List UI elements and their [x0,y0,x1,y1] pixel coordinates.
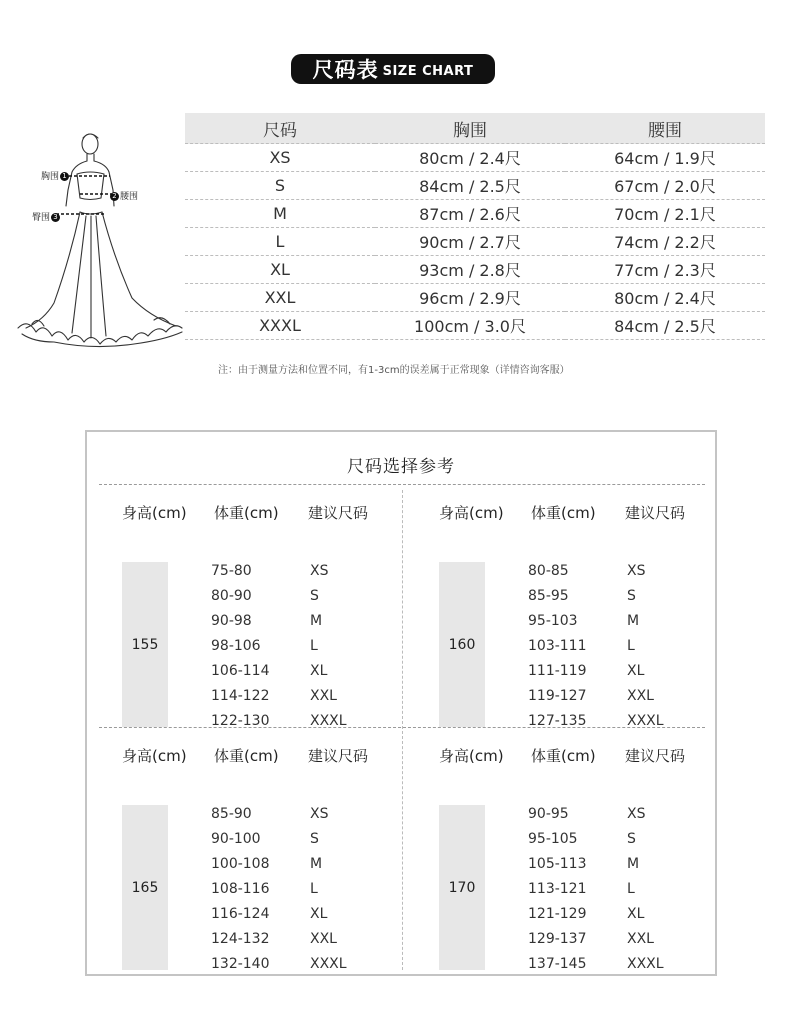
weight-range: 113-121 [528,881,587,897]
suggested-size: XXL [310,688,337,704]
weight-range: 100-108 [211,856,270,872]
weight-range: 114-122 [211,688,270,704]
size-chart-title [291,54,495,84]
weight-range: 108-116 [211,881,270,897]
weight-range: 127-135 [528,713,587,729]
recommendation-title: 尺码选择参考 [347,457,455,477]
height-value: 170 [439,805,485,970]
height-value: 160 [439,562,485,727]
suggested-size: M [310,613,323,629]
header-waist: 腰围 [565,113,765,144]
header-weight: 体重(cm) [531,747,596,765]
hip-label: 臀围 3 [32,210,61,223]
chest-number-badge: 1 [60,172,69,181]
weight-range: 90-95 [528,806,569,822]
suggested-size: XS [627,806,646,822]
suggested-size: M [627,613,640,629]
recommendation-block-160 [417,502,717,732]
header-height: 身高(cm) [122,747,187,765]
weight-range: 80-85 [528,563,569,579]
weight-range: 129-137 [528,931,587,947]
weight-range: 111-119 [528,663,587,679]
weight-range: 95-105 [528,831,578,847]
header-weight: 体重(cm) [214,747,279,765]
weight-range: 105-113 [528,856,587,872]
header-suggested-size: 建议尺码 [625,504,686,522]
waist-cell: 77cm / 2.3尺 [565,256,765,284]
height-value: 155 [122,562,168,727]
size-recommendation-box [85,430,717,976]
suggested-size: XS [310,563,329,579]
chest-label: 胸围 1 [41,169,70,182]
suggested-size: XXL [627,931,654,947]
suggested-size: S [627,831,636,847]
size-cell: M [185,200,375,228]
suggested-size: M [310,856,323,872]
chest-cell: 84cm / 2.5尺 [375,172,565,200]
waist-number-badge: 2 [110,192,119,201]
header-weight: 体重(cm) [531,504,596,522]
size-cell: XXL [185,284,375,312]
weight-range: 90-98 [211,613,252,629]
suggested-size: XL [310,906,328,922]
suggested-size: S [310,588,319,604]
suggested-size: XS [627,563,646,579]
weight-range: 116-124 [211,906,270,922]
suggested-size: L [310,638,318,654]
weight-range: 80-90 [211,588,252,604]
weight-range: 106-114 [211,663,270,679]
weight-range: 85-90 [211,806,252,822]
waist-cell: 64cm / 1.9尺 [565,144,765,172]
table-row [185,144,765,172]
header-suggested-size: 建议尺码 [308,747,369,765]
weight-range: 103-111 [528,638,587,654]
size-cell: XS [185,144,375,172]
waist-label: 2 腰围 [109,189,138,202]
weight-range: 132-140 [211,956,270,972]
suggested-size: L [627,881,635,897]
suggested-size: L [310,881,318,897]
size-table-header [185,113,765,144]
suggested-size: S [310,831,319,847]
recommendation-block-155 [100,502,400,732]
header-height: 身高(cm) [122,504,187,522]
waist-cell: 84cm / 2.5尺 [565,312,765,340]
dress-figure-icon [14,128,186,353]
header-height: 身高(cm) [439,747,504,765]
header-suggested-size: 建议尺码 [625,747,686,765]
table-row [185,200,765,228]
table-row [185,256,765,284]
title-english: SIZE CHART [382,63,474,79]
suggested-size: XL [310,663,328,679]
recommendation-block-170 [417,745,717,975]
table-row [185,228,765,256]
suggested-size: XXXL [627,956,664,972]
chest-cell: 96cm / 2.9尺 [375,284,565,312]
suggested-size: XL [627,663,645,679]
title-chinese: 尺码表 [312,58,379,82]
waist-cell: 80cm / 2.4尺 [565,284,765,312]
suggested-size: S [627,588,636,604]
suggested-size: XXL [310,931,337,947]
weight-range: 98-106 [211,638,261,654]
weight-range: 95-103 [528,613,578,629]
size-cell: XXXL [185,312,375,340]
chest-cell: 80cm / 2.4尺 [375,144,565,172]
weight-range: 121-129 [528,906,587,922]
weight-range: 85-95 [528,588,569,604]
table-row [185,312,765,340]
suggested-size: XL [627,906,645,922]
waist-cell: 70cm / 2.1尺 [565,200,765,228]
divider-vertical [402,490,403,970]
suggested-size: XXXL [627,713,664,729]
table-row [185,172,765,200]
weight-range: 137-145 [528,956,587,972]
table-row [185,284,765,312]
chest-cell: 87cm / 2.6尺 [375,200,565,228]
size-cell: S [185,172,375,200]
weight-range: 119-127 [528,688,587,704]
waist-cell: 74cm / 2.2尺 [565,228,765,256]
height-value: 165 [122,805,168,970]
suggested-size: L [627,638,635,654]
header-suggested-size: 建议尺码 [308,504,369,522]
suggested-size: XXXL [310,956,347,972]
weight-range: 75-80 [211,563,252,579]
chest-cell: 90cm / 2.7尺 [375,228,565,256]
size-table [185,113,765,340]
suggested-size: M [627,856,640,872]
header-weight: 体重(cm) [214,504,279,522]
weight-range: 122-130 [211,713,270,729]
header-chest: 胸围 [375,113,565,144]
weight-range: 124-132 [211,931,270,947]
suggested-size: XXL [627,688,654,704]
suggested-size: XXXL [310,713,347,729]
dress-figure-illustration [14,128,186,353]
size-cell: XL [185,256,375,284]
waist-cell: 67cm / 2.0尺 [565,172,765,200]
suggested-size: XS [310,806,329,822]
divider-top [99,484,705,485]
recommendation-block-165 [100,745,400,975]
header-size: 尺码 [185,113,375,144]
chest-cell: 93cm / 2.8尺 [375,256,565,284]
size-cell: L [185,228,375,256]
header-height: 身高(cm) [439,504,504,522]
weight-range: 90-100 [211,831,261,847]
chest-cell: 100cm / 3.0尺 [375,312,565,340]
measurement-note: 注：由于测量方法和位置不同，有1-3cm的误差属于正常现象（详情咨询客服） [218,365,570,376]
hip-number-badge: 3 [51,213,60,222]
